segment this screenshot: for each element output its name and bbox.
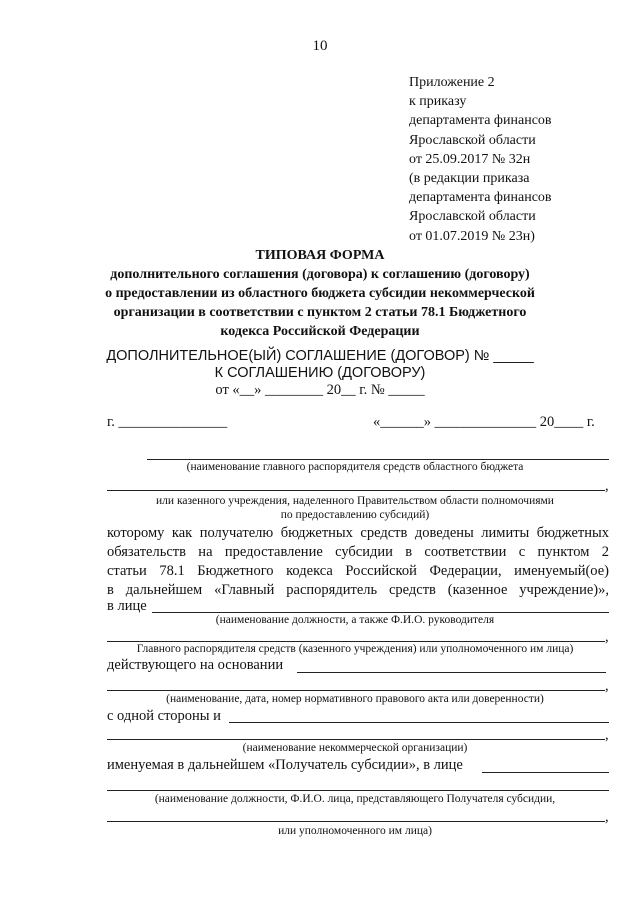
appendix-line: департамента финансов [409,113,552,129]
blank-line [107,790,609,791]
form-title-line1: ДОПОЛНИТЕЛЬНОЕ(ЫЙ) СОГЛАШЕНИЕ (ДОГОВОР) № _____ [106,348,534,364]
appendix-line: от 01.07.2019 № 23н) [409,228,535,244]
appendix-line: департамента финансов [409,190,552,206]
blank-line [107,739,605,740]
comma: , [605,629,609,645]
body-line: статьи 78.1 Бюджетного кодекса Российской Федерации, именуемый(ое) [107,563,609,579]
city-field: г. _______________ [107,414,228,430]
heading-line: дополнительного соглашения (договора) к соглашению (договору) [110,267,530,282]
blank-line [107,690,605,691]
comma: , [605,727,609,743]
blank-line [107,821,605,822]
blank-line [107,641,605,642]
appendix-line: от 25.09.2017 № 32н [409,151,531,167]
caption: или казенного учреждения, наделенного Правительством области полномочиями [156,495,554,507]
page-number: 10 [312,38,328,54]
caption: или уполномоченного им лица) [278,825,432,837]
body-line: которому как получателю бюджетных средств доведены лимиты бюджетных [107,525,609,541]
body-line: обязательств на предоставление субсидии в соответствии с пунктом 2 [107,544,609,560]
comma: , [605,809,609,825]
blank-line [229,722,609,723]
appendix-line: Ярославской области [409,132,536,148]
caption: (наименование, дата, номер нормативного правового акта или доверенности) [166,693,544,705]
heading-line: о предоставлении из областного бюджета субсидии некоммерческой [105,286,535,301]
blank-line [297,672,606,673]
caption: по предоставлению субсидий) [280,509,430,521]
caption: Главного распорядителя средств (казенного учреждения) или уполномоченного им лица) [136,643,574,655]
heading-title: ТИПОВАЯ ФОРМА [255,248,385,263]
acting-label: действующего на основании [107,657,284,673]
appendix-line: Приложение 2 [409,75,495,90]
blank-line [147,459,609,460]
appendix-line: к приказу [409,94,467,110]
caption: (наименование должности, а также Ф.И.О. руководителя [215,614,495,626]
blank-line [107,490,605,491]
form-title-line2: К СОГЛАШЕНИЮ (ДОГОВОРУ) [214,365,426,381]
one-side-label: с одной стороны и [107,708,221,724]
comma: , [605,478,609,494]
comma: , [605,678,609,694]
appendix-block [409,73,552,246]
caption: (наименование некоммерческой организации) [242,742,468,754]
recipient-label: именуемая в дальнейшем «Получатель субсидии», в лице [107,757,463,773]
date-field: «______» ______________ 20____ г. [373,414,595,430]
heading-line: кодекса Российской Федерации [220,324,420,339]
appendix-line: Ярославской области [409,209,536,225]
form-title-line3: от «__» ________ 20__ г. № _____ [215,382,425,398]
in-person-label: в лице [107,598,147,614]
body-line: в дальнейшем «Главный распорядитель средств (казенное учреждение)», [107,582,609,598]
blank-line [482,772,609,773]
blank-line [152,612,609,613]
caption: (наименование должности, Ф.И.О. лица, представляющего Получателя субсидии, [154,793,556,805]
caption: (наименование главного распорядителя средств областного бюджета [186,461,524,473]
appendix-line: (в редакции приказа [409,171,530,187]
heading-line: организации в соответствии с пунктом 2 статьи 78.1 Бюджетного [113,305,527,320]
